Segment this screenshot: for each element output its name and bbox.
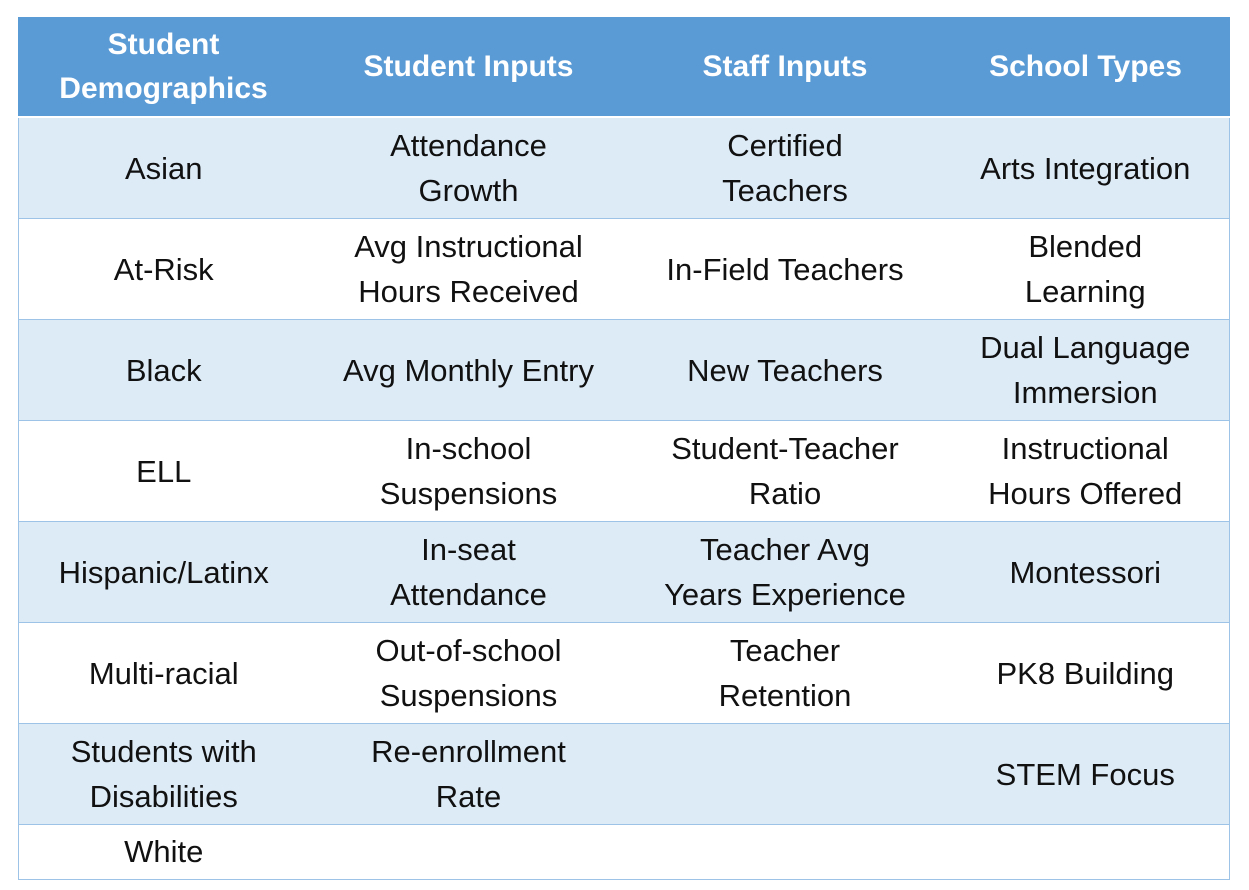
table-cell: STEM Focus bbox=[942, 724, 1230, 825]
data-table bbox=[18, 17, 1230, 880]
table-cell: Teacher Retention bbox=[629, 623, 942, 724]
table-row bbox=[19, 320, 1230, 421]
table-cell: Black bbox=[19, 320, 309, 421]
table-cell-empty bbox=[629, 724, 942, 825]
table-cell: Hispanic/Latinx bbox=[19, 522, 309, 623]
table-cell: Asian bbox=[19, 117, 309, 219]
table-cell: Attendance Growth bbox=[309, 117, 629, 219]
table-cell: ELL bbox=[19, 421, 309, 522]
table-cell: Avg Instructional Hours Received bbox=[309, 219, 629, 320]
data-table-container bbox=[18, 17, 1229, 880]
table-cell: Re-enrollment Rate bbox=[309, 724, 629, 825]
table-cell-empty bbox=[629, 825, 942, 880]
table-cell: Certified Teachers bbox=[629, 117, 942, 219]
table-row bbox=[19, 724, 1230, 825]
header-staff-inputs: Staff Inputs bbox=[629, 17, 942, 117]
table-cell: Montessori bbox=[942, 522, 1230, 623]
table-cell: Dual Language Immersion bbox=[942, 320, 1230, 421]
table-cell-empty bbox=[942, 825, 1230, 880]
table-row bbox=[19, 117, 1230, 219]
table-cell: New Teachers bbox=[629, 320, 942, 421]
table-cell: In-seat Attendance bbox=[309, 522, 629, 623]
table-row bbox=[19, 219, 1230, 320]
table-cell: Arts Integration bbox=[942, 117, 1230, 219]
table-row bbox=[19, 421, 1230, 522]
table-cell: Multi-racial bbox=[19, 623, 309, 724]
table-cell: Blended Learning bbox=[942, 219, 1230, 320]
header-student-inputs: Student Inputs bbox=[309, 17, 629, 117]
table-row bbox=[19, 522, 1230, 623]
table-cell: At-Risk bbox=[19, 219, 309, 320]
table-cell: In-school Suspensions bbox=[309, 421, 629, 522]
header-student-demographics: Student Demographics bbox=[19, 17, 309, 117]
table-row bbox=[19, 623, 1230, 724]
table-cell: Instructional Hours Offered bbox=[942, 421, 1230, 522]
table-cell: PK8 Building bbox=[942, 623, 1230, 724]
table-header-row bbox=[19, 17, 1230, 117]
table-cell: Teacher Avg Years Experience bbox=[629, 522, 942, 623]
table-cell: Avg Monthly Entry bbox=[309, 320, 629, 421]
table-cell: In-Field Teachers bbox=[629, 219, 942, 320]
table-cell-empty bbox=[309, 825, 629, 880]
header-school-types: School Types bbox=[942, 17, 1230, 117]
table-cell: Student-Teacher Ratio bbox=[629, 421, 942, 522]
table-cell: White bbox=[19, 825, 309, 880]
table-cell: Out-of-school Suspensions bbox=[309, 623, 629, 724]
table-row bbox=[19, 825, 1230, 880]
table-cell: Students with Disabilities bbox=[19, 724, 309, 825]
